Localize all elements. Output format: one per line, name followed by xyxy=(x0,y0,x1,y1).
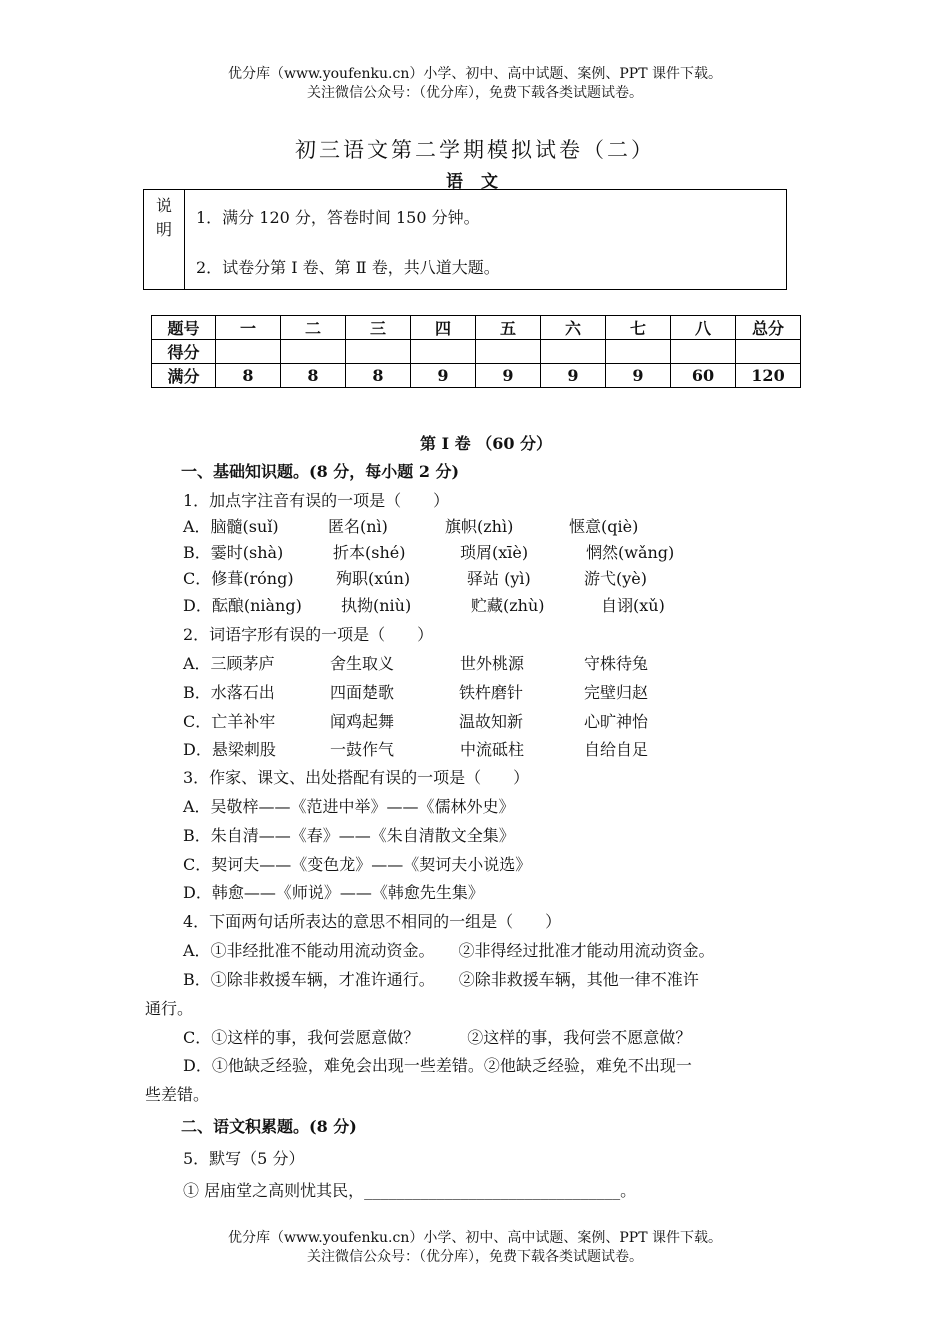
section-1-heading: 一、基础知识题。(8 分，每小题 2 分) xyxy=(181,462,460,481)
q2-c-1: C．亡羊补牢 xyxy=(183,712,276,731)
score-input-cell[interactable] xyxy=(281,340,346,364)
score-input-cell[interactable] xyxy=(671,340,736,364)
q2-b-3: 铁杵磨针 xyxy=(459,683,524,702)
score-header-cell: 总分 xyxy=(736,316,801,340)
q1-option-d xyxy=(183,593,783,615)
q1-c-4: 游弋(yè) xyxy=(584,569,647,588)
q2-b-4: 完壁归赵 xyxy=(584,683,649,702)
max-score-cell: 满分 xyxy=(152,364,216,388)
score-table xyxy=(151,315,801,388)
q5-answer-blank[interactable]: ________________________________ xyxy=(364,1181,621,1200)
q3-option-c: C．契诃夫——《变色龙》——《契诃夫小说选》 xyxy=(183,855,532,874)
instructions-label xyxy=(144,190,185,289)
instructions-box xyxy=(143,189,787,290)
exam-subject: 语 文 xyxy=(446,172,504,192)
instruction-item-1: 1．满分 120 分，答卷时间 150 分钟。 xyxy=(196,208,480,227)
q1-option-c xyxy=(183,566,783,588)
q4-option-a: A．①非经批准不能动用流动资金。 ②非得经过批准才能动用流动资金。 xyxy=(183,941,715,960)
q2-option-b xyxy=(183,680,783,702)
q2-stem: 2．词语字形有误的一项是（ ） xyxy=(183,625,434,644)
score-header-cell: 八 xyxy=(671,316,736,340)
max-score-cell: 8 xyxy=(216,364,281,388)
q4-option-d-line-1: D．①他缺乏经验，难免会出现一些差错。②他缺乏经验，难免不出现一 xyxy=(183,1056,692,1075)
q2-a-2: 舍生取义 xyxy=(330,654,395,673)
q4-stem: 4．下面两句话所表达的意思不相同的一组是（ ） xyxy=(183,912,562,931)
header-line-2: 关注微信公众号：（优分库），免费下载各类试题试卷。 xyxy=(307,85,643,101)
max-score-cell: 8 xyxy=(346,364,411,388)
q1-option-a xyxy=(183,514,783,536)
q1-d-3: 贮藏(zhù) xyxy=(471,596,545,615)
score-table-max-row xyxy=(152,364,801,388)
q5-line-1-suffix: 。 xyxy=(620,1181,637,1200)
max-score-cell: 60 xyxy=(671,364,736,388)
score-table-header-row xyxy=(152,316,801,340)
q2-c-2: 闻鸡起舞 xyxy=(330,712,395,731)
part-1-title: 第 Ⅰ 卷 （60 分） xyxy=(420,434,553,453)
q2-b-2: 四面楚歌 xyxy=(330,683,395,702)
q3-option-b: B．朱自清——《春》——《朱自清散文全集》 xyxy=(183,826,515,845)
q2-option-c xyxy=(183,709,783,731)
q2-d-4: 自给自足 xyxy=(584,740,649,759)
q1-c-3: 驿站 (yì) xyxy=(467,569,531,588)
instructions-label-char-2: 明 xyxy=(156,220,173,239)
q1-b-4: 惘然(wǎng) xyxy=(586,543,675,562)
max-score-cell: 9 xyxy=(541,364,606,388)
q2-option-d xyxy=(183,737,783,759)
score-header-cell: 二 xyxy=(281,316,346,340)
q1-a-1: A．脑髓(suǐ) xyxy=(183,517,279,536)
q2-c-3: 温故知新 xyxy=(459,712,524,731)
q2-d-2: 一鼓作气 xyxy=(330,740,395,759)
q4-option-d-line-2: 些差错。 xyxy=(145,1085,210,1104)
q2-a-4: 守株待兔 xyxy=(584,654,649,673)
instructions-label-char-1: 说 xyxy=(156,196,173,215)
q3-stem: 3．作家、课文、出处搭配有误的一项是（ ） xyxy=(183,768,530,787)
q2-c-4: 心旷神怡 xyxy=(584,712,649,731)
max-score-cell: 120 xyxy=(736,364,801,388)
max-score-cell: 9 xyxy=(606,364,671,388)
score-input-cell[interactable] xyxy=(476,340,541,364)
footer-line-1: 优分库（www.youfenku.cn）小学、初中、高中试题、案例、PPT 课件下载。 xyxy=(227,1230,722,1246)
q4-option-b-line-1: B．①除非救援车辆，才准许通行。 ②除非救援车辆，其他一律不准许 xyxy=(183,970,699,989)
score-input-cell[interactable] xyxy=(216,340,281,364)
q2-option-a xyxy=(183,651,783,673)
q1-a-4: 惬意(qiè) xyxy=(569,517,639,536)
score-header-cell: 七 xyxy=(606,316,671,340)
score-input-cell[interactable] xyxy=(411,340,476,364)
score-input-cell[interactable] xyxy=(606,340,671,364)
score-input-cell[interactable] xyxy=(346,340,411,364)
q2-d-1: D．悬梁刺股 xyxy=(183,740,276,759)
score-header-cell: 三 xyxy=(346,316,411,340)
q3-option-a: A．吴敬梓——《范进中举》——《儒林外史》 xyxy=(183,797,515,816)
q4-option-c: C．①这样的事，我何尝愿意做？ ②这样的事，我何尝不愿意做？ xyxy=(183,1028,692,1047)
score-table-score-row xyxy=(152,340,801,364)
score-header-cell: 一 xyxy=(216,316,281,340)
q1-d-1: D．酝酿(niàng) xyxy=(183,596,302,615)
q1-c-2: 殉职(xún) xyxy=(336,569,411,588)
q1-option-b xyxy=(183,540,783,562)
max-score-cell: 9 xyxy=(476,364,541,388)
max-score-cell: 8 xyxy=(281,364,346,388)
score-input-cell[interactable] xyxy=(736,340,801,364)
max-score-cell: 9 xyxy=(411,364,476,388)
q5-line-1 xyxy=(183,1178,636,1201)
q1-b-2: 折本(shé) xyxy=(333,543,406,562)
score-header-cell: 四 xyxy=(411,316,476,340)
q1-a-2: 匿名(nì) xyxy=(328,517,388,536)
score-input-cell[interactable] xyxy=(541,340,606,364)
q5-line-1-prefix: ① 居庙堂之高则忧其民， xyxy=(183,1181,365,1200)
score-row-label: 得分 xyxy=(152,340,216,364)
score-header-cell: 题号 xyxy=(152,316,216,340)
q2-a-1: A．三顾茅庐 xyxy=(183,654,275,673)
q4-option-b-line-2: 通行。 xyxy=(145,999,194,1018)
footer-line-2: 关注微信公众号：（优分库），免费下载各类试题试卷。 xyxy=(307,1249,643,1265)
q2-b-1: B．水落石出 xyxy=(183,683,275,702)
section-2-heading: 二、语文积累题。(8 分) xyxy=(181,1117,357,1136)
q1-a-3: 旗帜(zhì) xyxy=(445,517,514,536)
exam-title: 初三语文第二学期模拟试卷（二） xyxy=(295,138,655,162)
q1-d-2: 执拗(niù) xyxy=(341,596,412,615)
q1-b-1: B．霎时(shà) xyxy=(183,543,284,562)
q2-a-3: 世外桃源 xyxy=(460,654,525,673)
q1-b-3: 琐屑(xīè) xyxy=(460,543,529,562)
score-header-cell: 六 xyxy=(541,316,606,340)
score-header-cell: 五 xyxy=(476,316,541,340)
q3-option-d: D．韩愈——《师说》——《韩愈先生集》 xyxy=(183,883,484,902)
q5-stem: 5．默写（5 分） xyxy=(183,1149,305,1168)
q1-d-4: 自诩(xǔ) xyxy=(601,596,665,615)
q1-c-1: C．修葺(róng) xyxy=(183,569,294,588)
instruction-item-2: 2．试卷分第 Ⅰ 卷、第 Ⅱ 卷，共八道大题。 xyxy=(196,258,500,277)
header-line-1: 优分库（www.youfenku.cn）小学、初中、高中试题、案例、PPT 课件下载。 xyxy=(227,66,722,82)
q1-stem: 1．加点字注音有误的一项是（ ） xyxy=(183,491,450,510)
q2-d-3: 中流砥柱 xyxy=(460,740,525,759)
